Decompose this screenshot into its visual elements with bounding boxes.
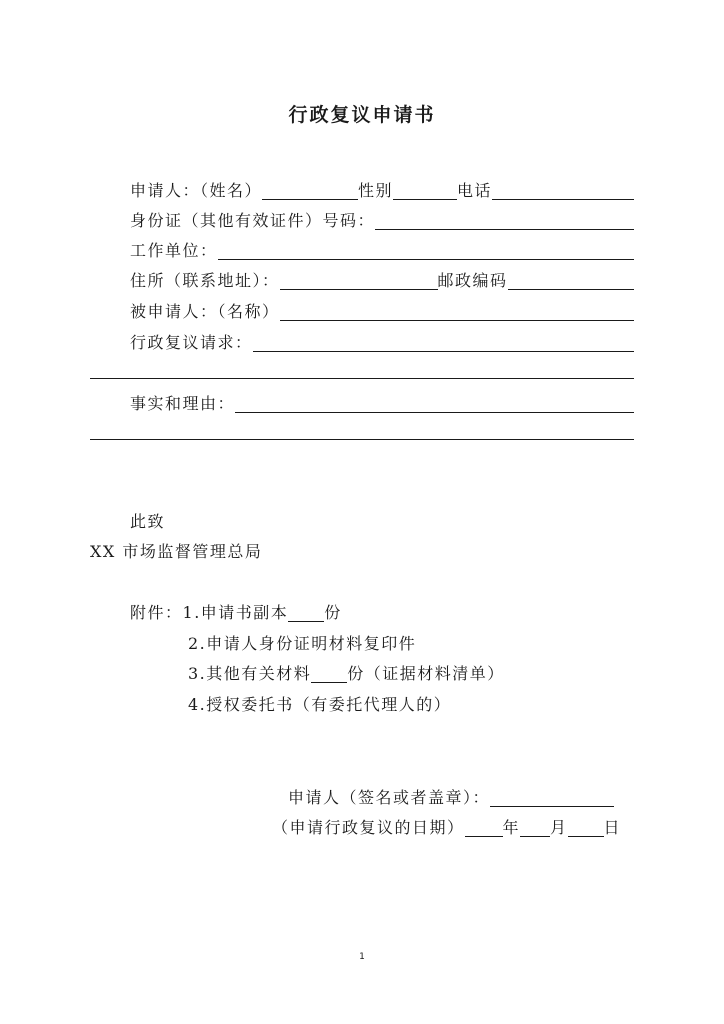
facts-field[interactable] [235, 392, 634, 413]
respondent-label: 被申请人：（名称） [130, 302, 280, 321]
signature-label: 申请人（签名或者盖章）： [288, 788, 491, 807]
id-label: 身份证（其他有效证件）号码： [130, 211, 376, 230]
applicant-name-label: 申请人：（姓名） [130, 181, 263, 200]
applicant-row [130, 172, 634, 202]
date-row [272, 816, 621, 839]
address-field[interactable] [280, 269, 438, 290]
address-label: 住所（联系地址）： [130, 271, 280, 290]
postcode-label: 邮政编码 [437, 271, 508, 290]
attachment-3-suffix: 份（证据材料清单） [347, 664, 505, 683]
signature-field[interactable] [490, 786, 614, 807]
month-field[interactable] [520, 816, 550, 837]
page-number: 1 [359, 952, 365, 962]
attachment-item-4 [188, 694, 451, 716]
request-row [130, 324, 634, 354]
postcode-field[interactable] [508, 269, 634, 290]
attachment-1-count-field[interactable] [288, 603, 324, 622]
attachment-2-text: 2.申请人身份证明材料复印件 [188, 634, 417, 653]
request-field[interactable] [253, 331, 634, 352]
address-row [130, 262, 634, 292]
request-continuation-line[interactable] [90, 378, 634, 379]
phone-label: 电话 [457, 181, 493, 200]
respondent-row [130, 293, 634, 323]
year-label: 年 [502, 818, 521, 837]
attachment-3-count-field[interactable] [311, 664, 347, 683]
recipient: XX 市场监督管理总局 [90, 542, 263, 561]
attachment-4-text: 4.授权委托书（有委托代理人的） [188, 695, 452, 714]
document-title: 行政复议申请书 [288, 104, 436, 126]
facts-row [130, 385, 634, 415]
work-unit-row [130, 232, 634, 262]
gender-field[interactable] [393, 179, 457, 200]
facts-label: 事实和理由： [130, 394, 236, 413]
id-field[interactable] [375, 209, 634, 230]
year-field[interactable] [465, 816, 503, 837]
applicant-name-field[interactable] [262, 179, 358, 200]
day-field[interactable] [568, 816, 604, 837]
attachment-3-prefix: 3.其他有关材料 [188, 664, 312, 683]
work-unit-label: 工作单位： [130, 241, 218, 260]
date-label: （申请行政复议的日期） [272, 818, 465, 837]
attachment-item-3 [188, 663, 505, 685]
facts-continuation-line[interactable] [90, 439, 634, 440]
phone-field[interactable] [492, 179, 634, 200]
request-label: 行政复议请求： [130, 333, 253, 352]
attachment-1-prefix: 1.申请书副本 [182, 603, 289, 622]
work-unit-field[interactable] [218, 239, 634, 260]
attachment-1-suffix: 份 [324, 603, 342, 622]
signature-row [288, 786, 614, 809]
attachment-item-2 [188, 633, 416, 655]
day-label: 日 [603, 818, 622, 837]
respondent-field[interactable] [280, 300, 634, 321]
gender-label: 性别 [358, 181, 394, 200]
id-row [130, 202, 634, 232]
month-label: 月 [550, 818, 568, 837]
attachment-item-1 [130, 602, 342, 624]
attachments-label: 附件： [130, 603, 183, 622]
salutation: 此致 [130, 512, 166, 531]
